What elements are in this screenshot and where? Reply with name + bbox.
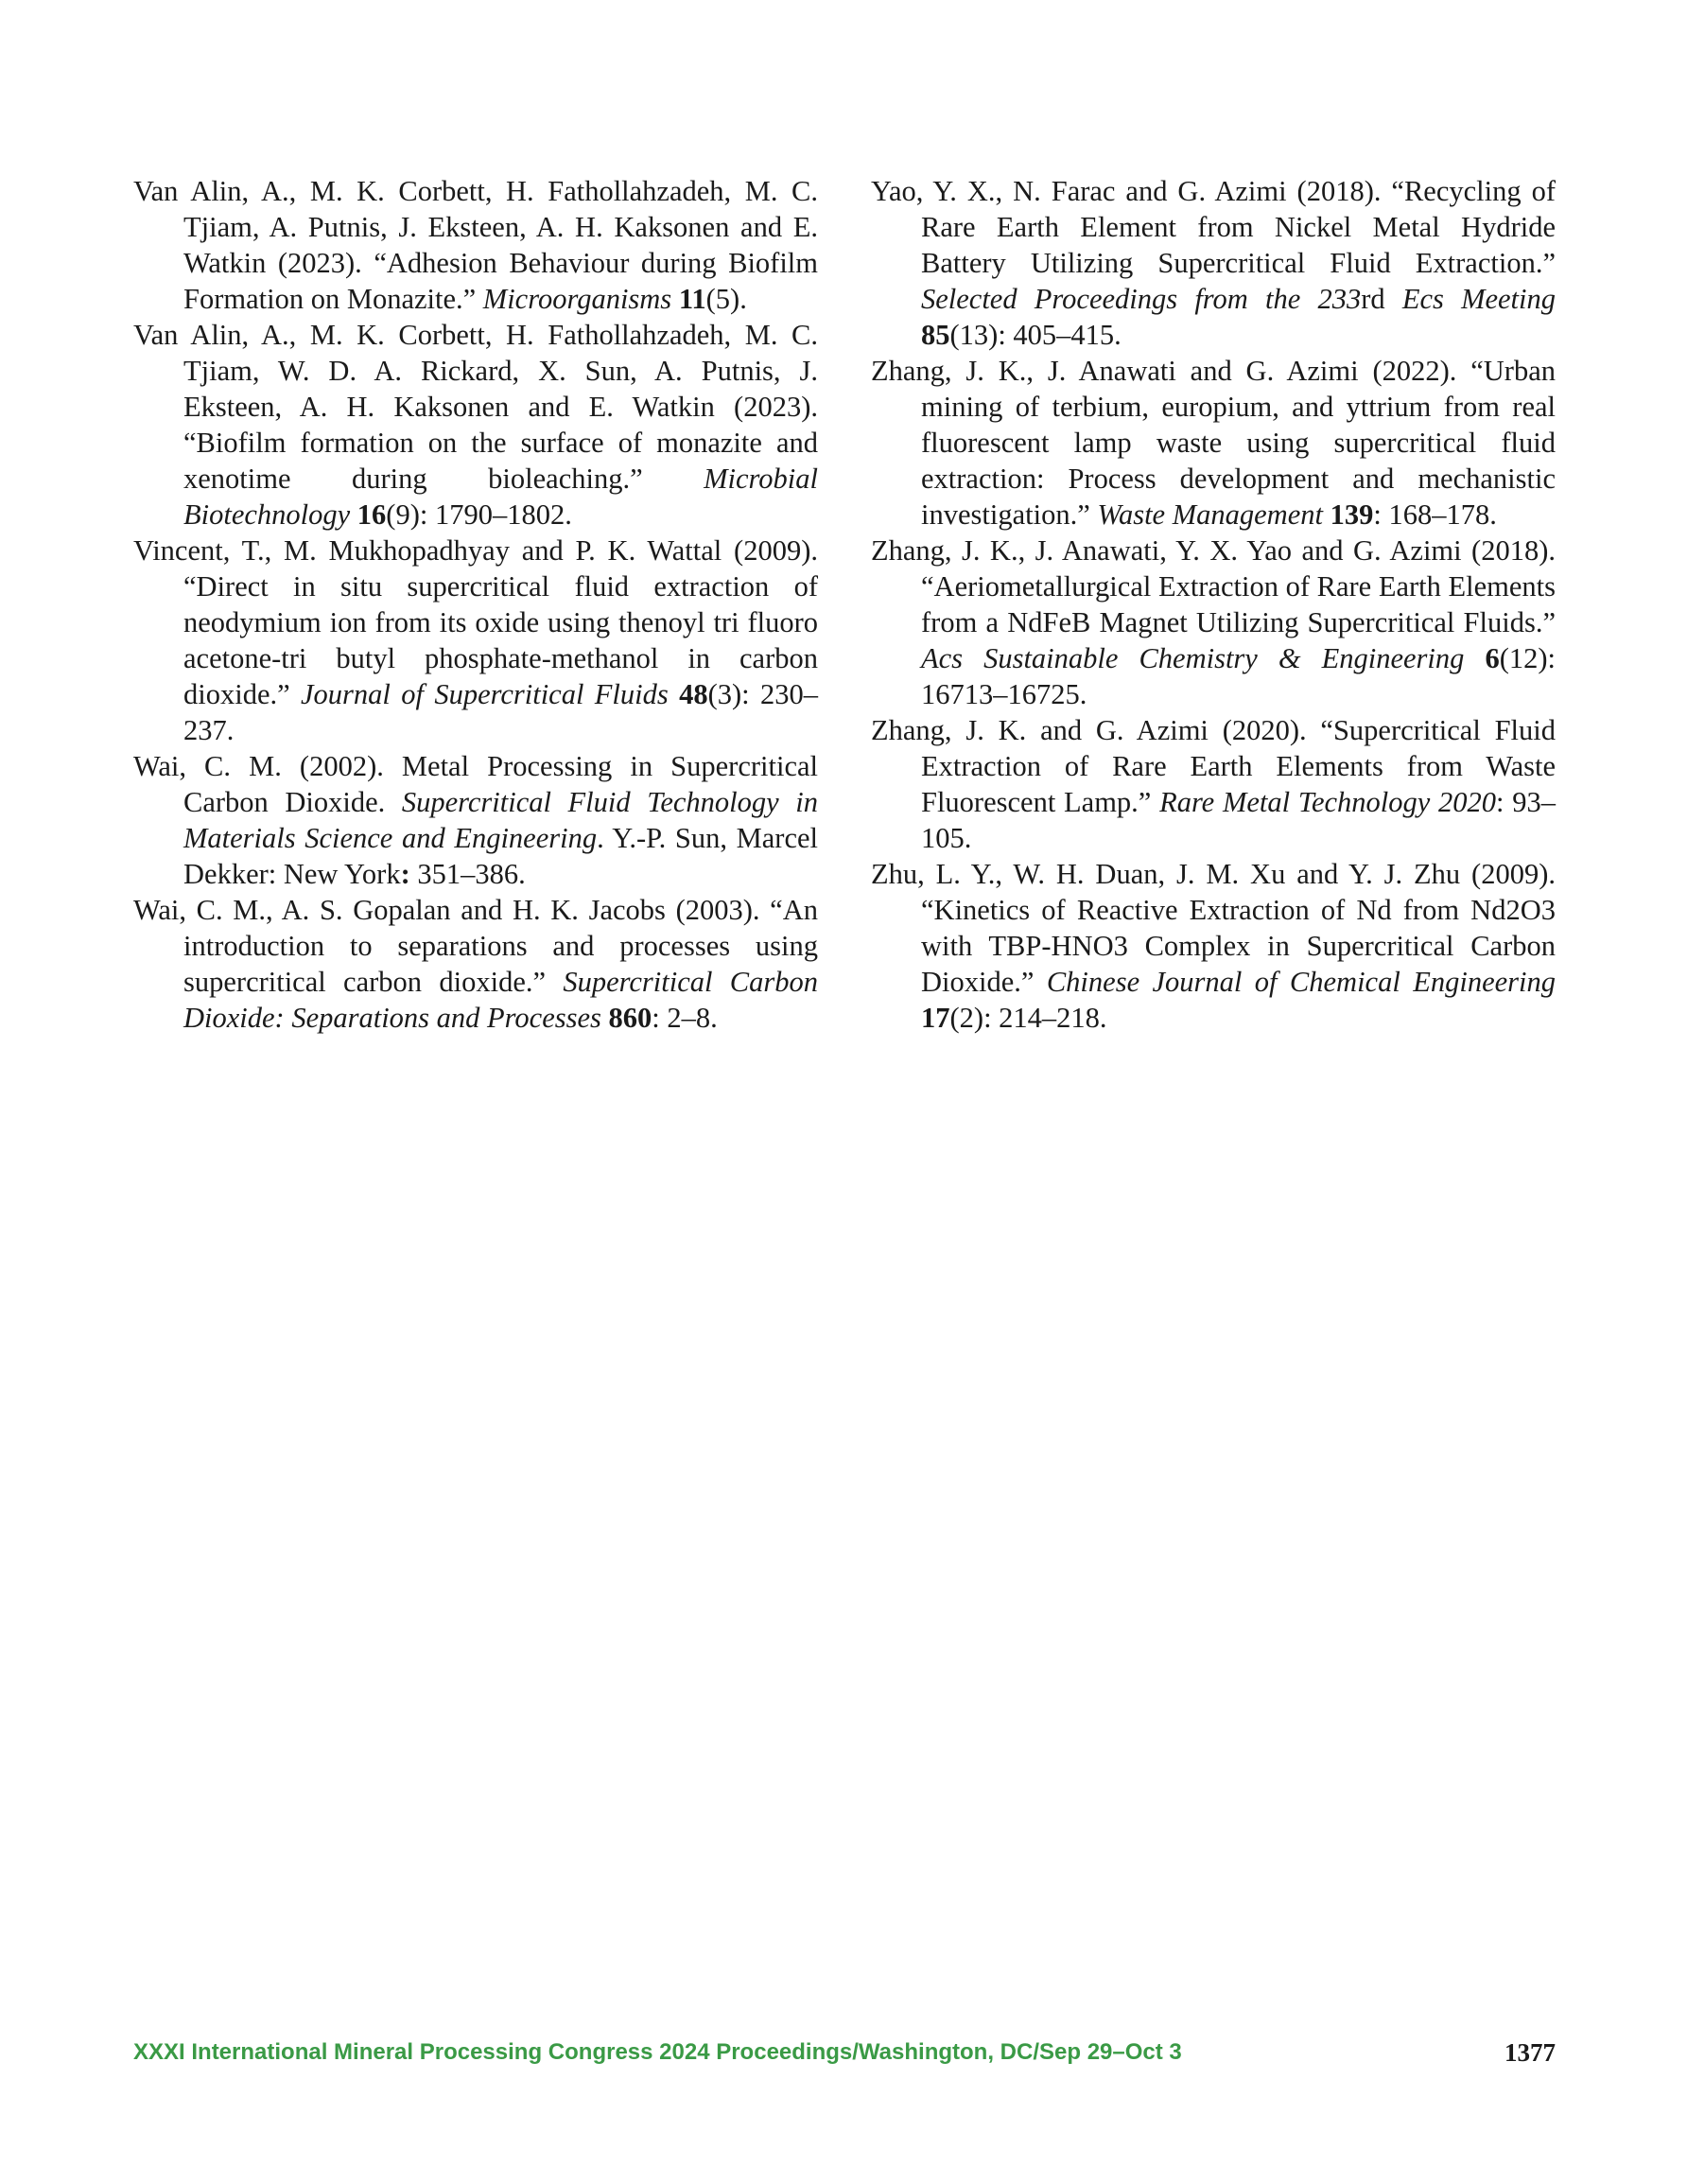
reference-italic-text: Ecs Meeting [1401,283,1556,315]
reference-text: (9): 1790–1802. [386,498,572,531]
reference-bold-text: 17 [921,1002,950,1034]
reference-entry [133,892,818,1036]
reference-column-right [871,173,1556,1036]
reference-text: . Y.-P. Sun, Marcel Dekker: New York [183,822,818,890]
reference-bold-text: 6 [1485,642,1500,674]
reference-text [350,498,357,531]
reference-text: Wai, C. M. (2002). Metal Processing in Supercritical Carbon Dioxide. [133,750,818,818]
footer-conference-text: XXXI International Mineral Processing Congress 2024 Proceedings/Washington, DC/Sep 29–Oct 3 [133,2039,1182,2065]
reference-bold-text: 11 [678,283,706,315]
reference-italic-text: Journal of Supercritical Fluids [301,678,669,710]
reference-bold-text: 48 [679,678,708,710]
reference-text: : 168–178. [1373,498,1497,531]
reference-entry [871,173,1556,353]
reference-entry [871,712,1556,856]
reference-entry [133,533,818,748]
reference-text: (12): 16713–16725. [921,642,1556,710]
reference-text: : 2–8. [652,1002,718,1034]
reference-text: (13): 405–415. [949,319,1122,351]
reference-text: Van Alin, A., M. K. Corbett, H. Fathollahzadeh, M. C. Tjiam, W. D. A. Rickard, X. Sun, A. Putnis, J. Eksteen, A. H. Kaksonen and E. Watkin (2023). “Biofilm formation on the surface of monazite and xenotime during bioleaching.” [133,319,818,495]
reference-text: (5). [705,283,747,315]
reference-entry [133,748,818,892]
reference-text: Zhang, J. K. and G. Azimi (2020). “Supercritical Fluid Extraction of Rare Earth Elements from Waste Fluorescent Lamp.” [871,714,1556,818]
reference-text [1464,642,1485,674]
reference-text: Vincent, T., M. Mukhopadhyay and P. K. Wattal (2009). “Direct in situ supercritical fluid extraction of neodymium ion from its oxide using thenoyl tri fluoro acetone-tri butyl phosphate-methanol in carbon dioxide.” [133,534,818,710]
reference-text: Zhu, L. Y., W. H. Duan, J. M. Xu and Y. J. Zhu (2009). “Kinetics of Reactive Extraction of Nd from Nd2O3 with TBP-HNO3 Complex in Supercritical Carbon Dioxide.” [871,858,1556,998]
reference-italic-text: Waste Management [1097,498,1323,531]
reference-italic-text: Microbial Biotechnology [183,463,818,531]
reference-columns [133,173,1556,1036]
reference-text: (2): 214–218. [949,1002,1107,1034]
reference-text [669,678,679,710]
reference-bold-text: : [400,858,410,890]
page-number: 1377 [1504,2038,1556,2067]
reference-italic-text: Microorganisms [482,283,672,315]
reference-italic-text: Selected Proceedings from the 233 [921,283,1362,315]
reference-entry [871,353,1556,533]
reference-italic-text: Supercritical Carbon Dioxide: Separations and Processes [183,966,818,1034]
reference-text: Yao, Y. X., N. Farac and G. Azimi (2018). “Recycling of Rare Earth Element from Nickel Metal Hydride Battery Utilizing Supercritical Fluid Extraction.” [871,175,1556,279]
reference-italic-text: Chinese Journal of Chemical Engineering [1046,966,1556,998]
reference-bold-text: 860 [608,1002,652,1034]
reference-text [1323,498,1330,531]
reference-text: 351–386. [409,858,526,890]
reference-bold-text: 85 [921,319,950,351]
reference-bold-text: 16 [357,498,387,531]
reference-text: rd [1361,283,1402,315]
reference-entry [871,856,1556,1036]
reference-italic-text: Acs Sustainable Chemistry & Engineering [921,642,1465,674]
reference-entry [133,317,818,533]
reference-text: (3): 230–237. [183,678,819,746]
reference-text: Zhang, J. K., J. Anawati and G. Azimi (2022). “Urban mining of terbium, europium, and yttrium from real fluorescent lamp waste using supercritical fluid extraction: Process development and mechanistic investigation.” [871,355,1556,531]
reference-text: Zhang, J. K., J. Anawati, Y. X. Yao and G. Azimi (2018). “Aeriometallurgical Extraction of Rare Earth Elements from a NdFeB Magnet Utilizing Supercritical Fluids.” [871,534,1557,638]
reference-bold-text: 139 [1330,498,1374,531]
reference-column-left [133,173,818,1036]
reference-text [671,283,679,315]
reference-text: Wai, C. M., A. S. Gopalan and H. K. Jacobs (2003). “An introduction to separations and processes using supercritical carbon dioxide.” [133,894,818,998]
reference-text: : 93–105. [921,786,1556,854]
reference-text [601,1002,609,1034]
page-footer [133,2035,1556,2070]
reference-entry [133,173,818,317]
reference-text: Van Alin, A., M. K. Corbett, H. Fathollahzadeh, M. C. Tjiam, A. Putnis, J. Eksteen, A. H. Kaksonen and E. Watkin (2023). “Adhesion Behaviour during Biofilm Formation on Monazite.” [133,175,818,315]
reference-entry [871,533,1556,712]
reference-italic-text: Rare Metal Technology 2020 [1159,786,1497,818]
reference-italic-text: Supercritical Fluid Technology in Materials Science and Engineering [183,786,818,854]
